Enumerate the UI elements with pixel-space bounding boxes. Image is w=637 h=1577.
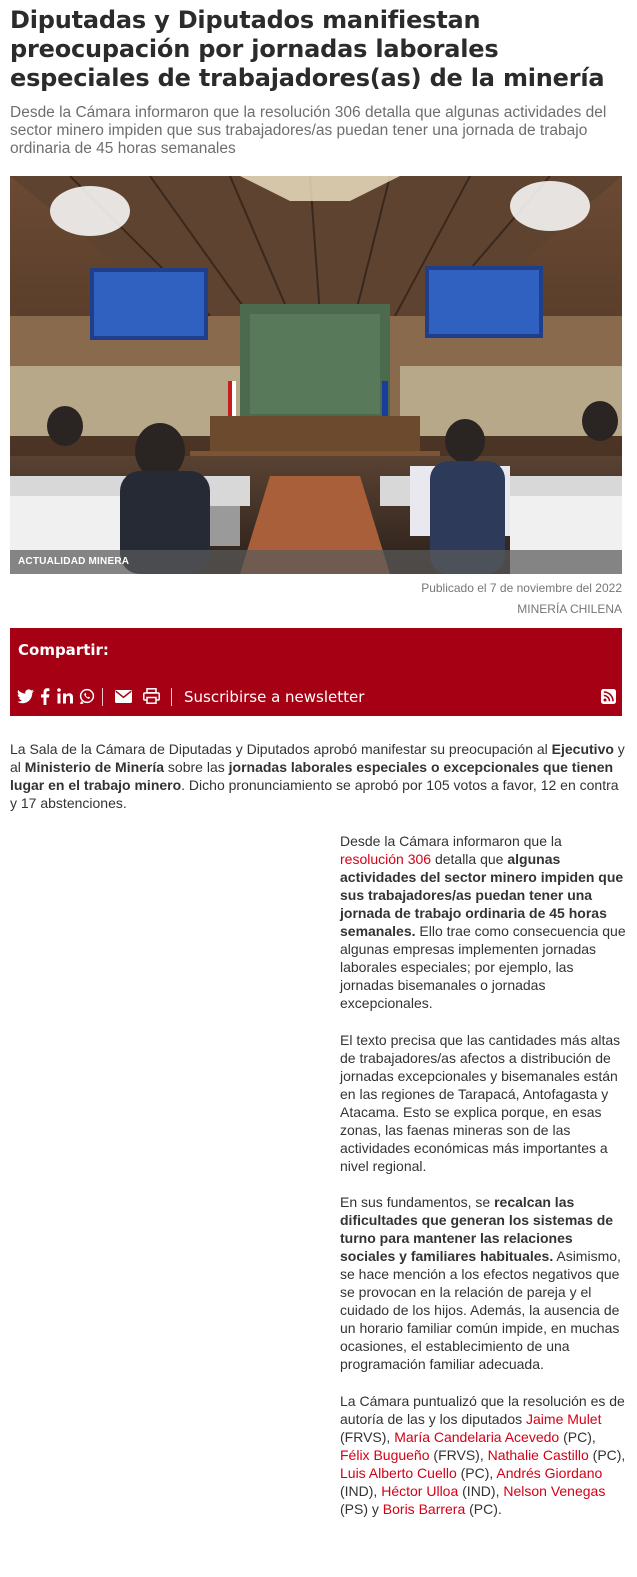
author-link[interactable]: Nathalie Castillo [487, 1447, 589, 1463]
author-link[interactable]: Boris Barrera [382, 1501, 466, 1517]
author-party: (FRVS), [340, 1429, 395, 1445]
body-paragraph-2: El texto precisa que las cantidades más altas de trabajadores/as afectos a distribución de jornadas excepcionales y bisemanales están en las regiones de Tarapacá, Antofagasta y Atacama. Esto se explica porque, en esas zonas, las faenas mineras son de las actividades económicas más importantes a nivel regional. [340, 1032, 621, 1174]
linkedin-icon[interactable] [56, 687, 74, 705]
chamber-photo [10, 176, 622, 574]
author-party: (PC). [465, 1501, 502, 1517]
facebook-icon[interactable] [36, 687, 54, 705]
image-caption-bar [10, 550, 622, 574]
article-source: MINERÍA CHILENA [517, 602, 622, 616]
body-text: Asimismo, se hace mención a los efectos negativos que se provocan en la relación de pareja y el cuidado de los hijos. Además, la ausencia de un horario familiar común impide, en muchas ocasiones, el establecimiento de una programación familiar adecuada. [340, 1248, 621, 1372]
whatsapp-icon[interactable] [78, 687, 96, 705]
body-text: Ello trae como consecuencia que algunas empresas implementen jornadas laborales especiales; por ejemplo, las jornadas bisemanales o jornadas excepcionales. [340, 923, 626, 1011]
author-party: (PS) y [340, 1501, 383, 1517]
share-divider [171, 688, 172, 706]
rss-icon[interactable] [599, 687, 617, 705]
newsletter-link[interactable]: Suscribirse a newsletter [184, 688, 365, 706]
author-link[interactable]: Luis Alberto Cuello [340, 1465, 457, 1481]
body-bold: recalcan las dificultades que generan los sistemas de turno para mantener las relaciones sociales y familiares habituales. [340, 1194, 614, 1264]
author-party: (PC), [559, 1429, 596, 1445]
author-link[interactable]: Andrés Giordano [496, 1465, 603, 1481]
lead-text: La Sala de la Cámara de Diputadas y Diputados aprobó manifestar su preocupación al [10, 741, 552, 757]
body-bold: algunas actividades del sector minero impiden que sus trabajadores/as puedan tener una jornada de trabajo ordinaria de 45 horas semanales. [340, 851, 624, 939]
author-party: (PC), [588, 1447, 626, 1463]
body-text: En sus fundamentos, se [340, 1194, 495, 1210]
lead-text: sobre las [164, 759, 229, 775]
author-party: (PC), [456, 1465, 497, 1481]
author-link[interactable]: Héctor Ulloa [381, 1483, 459, 1499]
author-link[interactable]: Nelson Venegas [503, 1483, 606, 1499]
lead-bold: jornadas laborales especiales o excepcionales que tienen lugar en el trabajo minero [10, 759, 614, 793]
author-link[interactable]: Jaime Mulet [526, 1411, 602, 1427]
twitter-icon[interactable] [16, 687, 34, 705]
lead-text: y al [10, 741, 625, 775]
body-paragraph-4 [340, 1392, 626, 1518]
resolution-link[interactable]: resolución 306 [340, 851, 432, 867]
lead-text: . Dicho pronunciamiento se aprobó por 105 votos a favor, 12 en contra y 17 abstenciones. [10, 777, 619, 811]
body-text: Desde la Cámara informaron que la [340, 833, 562, 849]
body-paragraph-3 [340, 1193, 626, 1373]
share-label: Compartir: [18, 641, 109, 659]
lead-bold: Ejecutivo [551, 741, 614, 757]
lead-paragraph [10, 740, 625, 812]
share-actions [16, 687, 616, 707]
lead-bold: Ministerio de Minería [24, 759, 165, 775]
author-link[interactable]: Félix Bugueño [340, 1447, 430, 1463]
share-divider [102, 688, 103, 706]
author-party: (IND), [340, 1483, 382, 1499]
article-title: Diputadas y Diputados manifiestan preocupación por jornadas laborales especiales de trabajadores(as) de la minería [10, 6, 605, 92]
publish-date: Publicado el 7 de noviembre del 2022 [421, 581, 622, 595]
email-icon[interactable] [114, 687, 132, 705]
body-paragraph-1 [340, 832, 626, 1012]
body-text: detalla que [431, 851, 508, 867]
share-bar [10, 628, 622, 716]
print-icon[interactable] [142, 687, 160, 705]
hero-image [10, 176, 622, 574]
body-text: La Cámara puntualizó que la resolución es de autoría de las y los diputados [340, 1393, 625, 1427]
image-caption: ACTUALIDAD MINERA [18, 556, 130, 567]
author-link[interactable]: María Candelaria Acevedo [394, 1429, 560, 1445]
article-subtitle: Desde la Cámara informaron que la resolución 306 detalla que algunas actividades del sector minero impiden que sus trabajadores/as puedan tener una jornada de trabajo ordinaria de 45 horas semanales [10, 104, 607, 157]
author-party: (FRVS), [429, 1447, 488, 1463]
author-party: (IND), [458, 1483, 504, 1499]
